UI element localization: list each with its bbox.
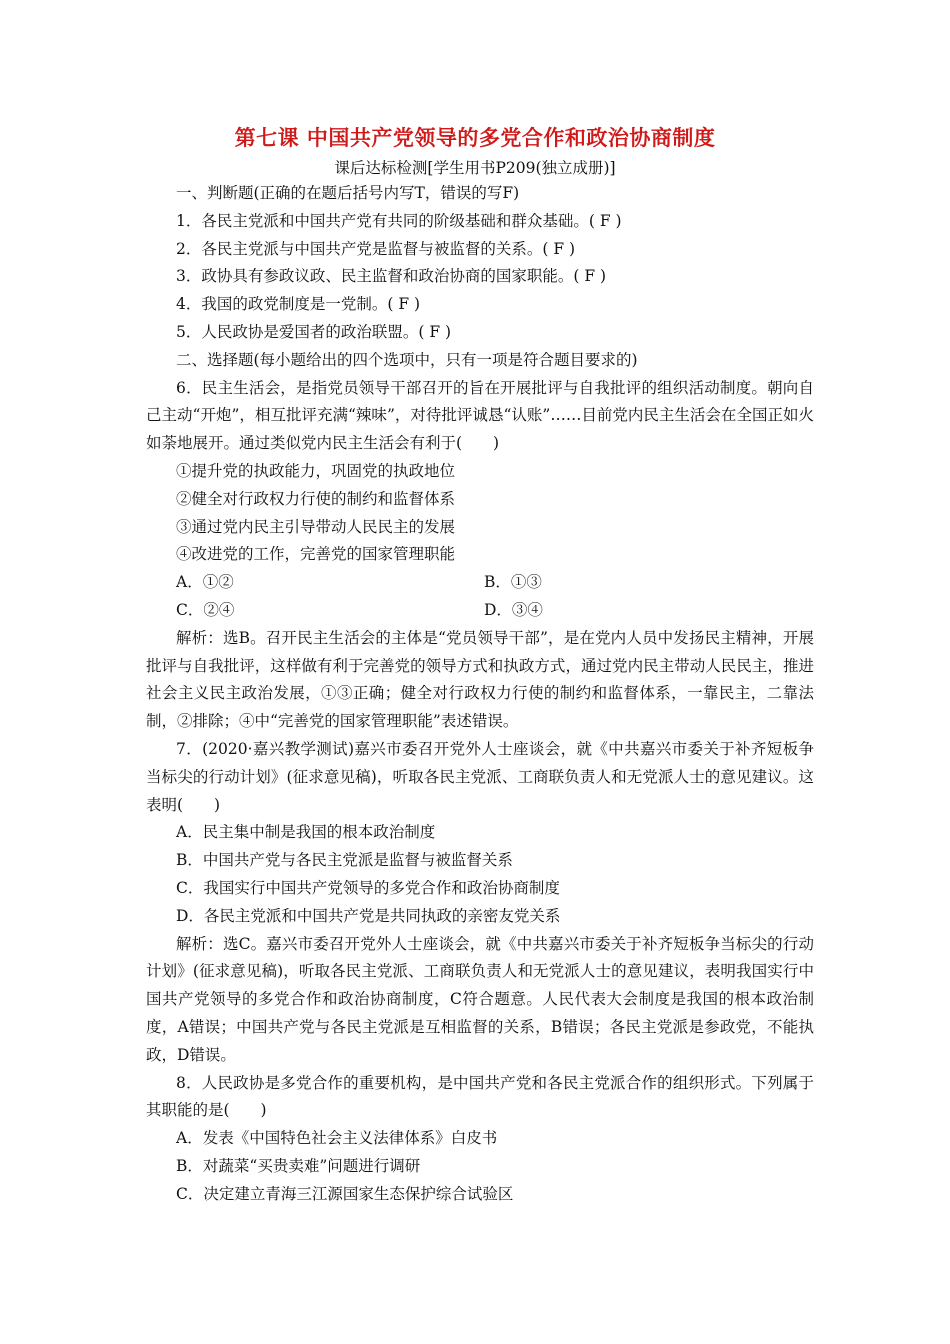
question-6-statement: ①提升党的执政能力，巩固党的执政地位 <box>176 461 456 480</box>
question-8-option: C．决定建立青海三江源国家生态保护综合试验区 <box>176 1184 514 1203</box>
question-7-option: D．各民主党派和中国共产党是共同执政的亲密友党关系 <box>176 906 561 925</box>
judgment-item: 4．我国的政党制度是一党制。( F ) <box>176 295 421 314</box>
question-8-stem: 8．人民政协是多党合作的重要机构，是中国共产党和各民主党派合作的组织形式。下列属于其职能的是( ) <box>146 1073 814 1120</box>
question-6-options-row <box>146 569 814 597</box>
question-7-analysis: 解析：选C。嘉兴市委召开党外人士座谈会，就《中共嘉兴市委关于补齐短板争当标尖的行动计划》(征求意见稿)，听取各民主党派、工商联负责人和无党派人士的意见建议，表明我国实行中国共产党领导的多党合作和政治协商制度，C符合题意。人民代表大会制度是我国的根本政治制度，A错误；中国共产党与各民主党派是互相监督的关系，B错误；各民主党派是参政党，不能执政，D错误。 <box>146 934 814 1064</box>
question-6-statement: ②健全对行政权力行使的制约和监督体系 <box>176 489 456 508</box>
question-7-option: B．中国共产党与各民主党派是监督与被监督关系 <box>176 851 513 870</box>
question-6-stem: 6．民主生活会，是指党员领导干部召开的旨在开展批评与自我批评的组织活动制度。朝向自己主动“开炮”，相互批评充满“辣味”，对待批评诚恳“认账”……目前党内民主生活会在全国正如火如荼地展开。通过类似党内民主生活会有利于( ) <box>146 378 814 453</box>
section2-heading: 二、选择题(每小题给出的四个选项中，只有一项是符合题目要求的) <box>176 350 638 369</box>
question-6-statement: ③通过党内民主引导带动人民民主的发展 <box>176 517 456 536</box>
question-8-option: A．发表《中国特色社会主义法律体系》白皮书 <box>176 1129 498 1148</box>
page-subtitle: 课后达标检测[学生用书P209(独立成册)] <box>334 159 616 177</box>
question-8-option: B．对蔬菜“买贵卖难”问题进行调研 <box>176 1156 421 1175</box>
question-6-analysis: 解析：选B。召开民主生活会的主体是“党员领导干部”，是在党内人员中发扬民主精神，开展批评与自我批评，这样做有利于完善党的领导方式和执政方式，通过党内民主带动人民民主，推进社会主义民主政治发展，①③正确；健全对行政权力行使的制约和监督体系，一靠民主，二靠法制，②排除；④中“完善党的国家管理职能”表述错误。 <box>146 628 814 731</box>
judgment-item: 3．政协具有参政议政、民主监督和政治协商的国家职能。( F ) <box>176 267 607 286</box>
option-d: D．③④ <box>484 600 543 619</box>
question-7-stem: 7．(2020·嘉兴教学测试)嘉兴市委召开党外人士座谈会，就《中共嘉兴市委关于补齐短板争当标尖的行动计划》(征求意见稿)，听取各民主党派、工商联负责人和无党派人士的意见建议。这表明( ) <box>146 739 814 814</box>
section1-heading: 一、判断题(正确的在题后括号内写T，错误的写F) <box>176 184 520 202</box>
option-c: C．②④ <box>176 600 235 619</box>
judgment-item: 5．人民政协是爱国者的政治联盟。( F ) <box>176 322 452 341</box>
option-b: B．①③ <box>484 573 542 592</box>
judgment-item: 2．各民主党派与中国共产党是监督与被监督的关系。( F ) <box>176 239 576 258</box>
page-title: 第七课 中国共产党领导的多党合作和政治协商制度 <box>234 126 716 150</box>
document-body <box>146 180 814 1208</box>
question-6-statement: ④改进党的工作，完善党的国家管理职能 <box>176 545 456 564</box>
judgment-item: 1．各民主党派和中国共产党有共同的阶级基础和群众基础。( F ) <box>176 211 622 230</box>
question-7-option: A．民主集中制是我国的根本政治制度 <box>176 823 436 842</box>
question-6-options-row <box>146 597 814 625</box>
option-a: A．①② <box>176 573 234 592</box>
question-7-option: C．我国实行中国共产党领导的多党合作和政治协商制度 <box>176 878 560 897</box>
